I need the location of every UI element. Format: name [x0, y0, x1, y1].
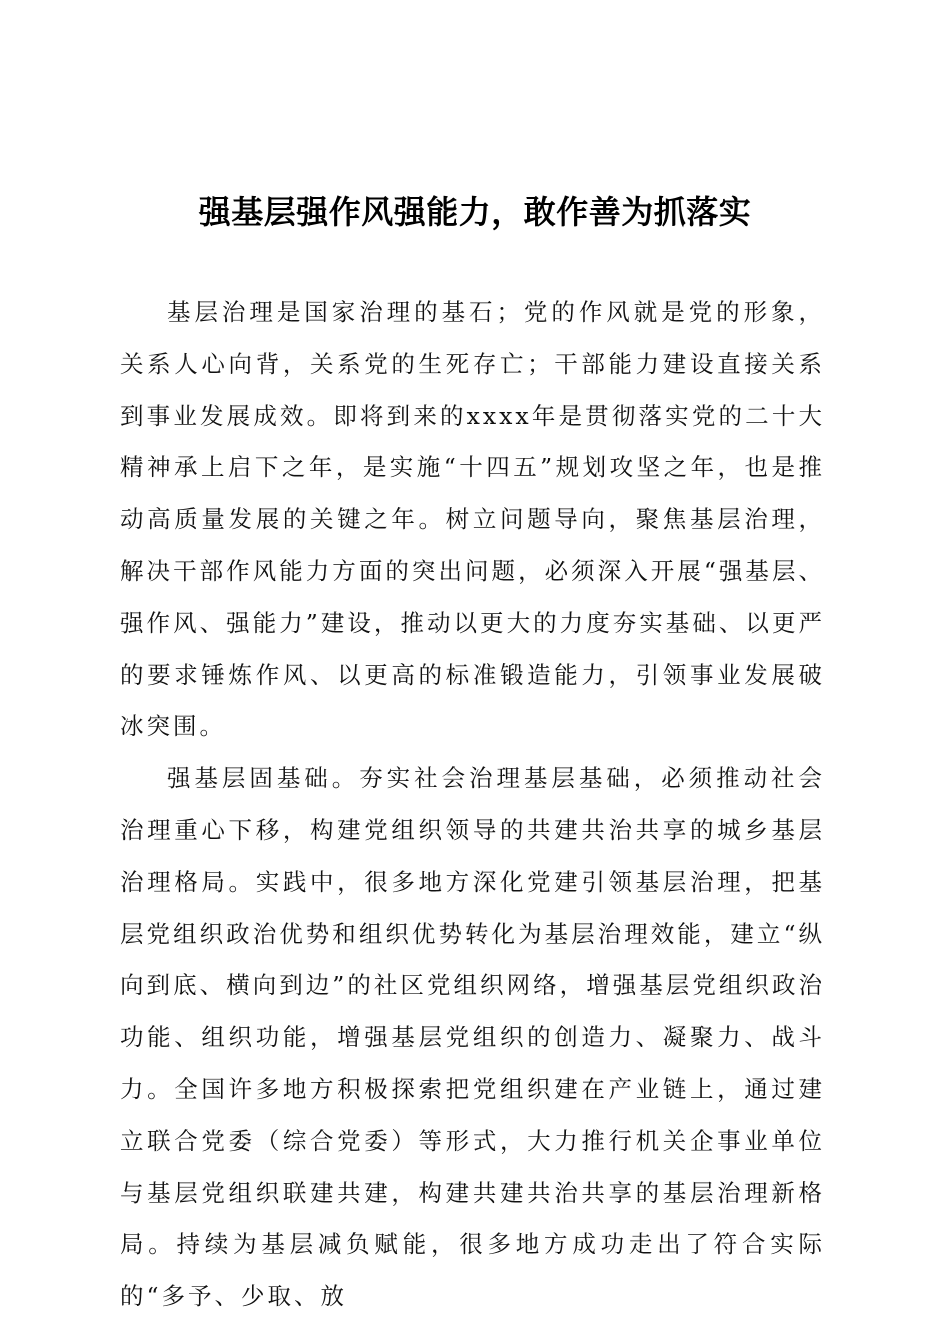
paragraph-strengthen-grassroots: 强基层固基础。夯实社会治理基层基础，必须推动社会治理重心下移，构建党组织领导的共建共治共享的城乡基层治理格局。实践中，很多地方深化党建引领基层治理，把基层党组织政治优势和组织优势转化为基层治理效能，建立“纵向到底、横向到边”的社区党组织网络，增强基层党组织政治功能、组织功能，增强基层党组织的创造力、凝聚力、战斗力。全国许多地方积极探索把党组织建在产业链上，通过建立联合党委（综合党委）等形式，大力推行机关企事业单位与基层党组织联建共建，构建共建共治共享的基层治理新格局。持续为基层减负赋能，很多地方成功走出了符合实际的“多予、少取、放 — [120, 764, 825, 1311]
document-title: 强基层强作风强能力，敢作善为抓落实 — [198, 193, 752, 231]
paragraph-intro: 基层治理是国家治理的基石；党的作风就是党的形象，关系人心向背，关系党的生死存亡；干部能力建设直接关系到事业发展成效。即将到来的xxxx年是贯彻落实党的二十大精神承上启下之年，是实施“十四五”规划攻坚之年，也是推动高质量发展的关键之年。树立问题导向，聚焦基层治理，解决干部作风能力方面的突出问题，必须深入开展“强基层、强作风、强能力”建设，推动以更大的力度夯实基础、以更严的要求锤炼作风、以更高的标准锻造能力，引领事业发展破冰突围。 — [120, 298, 825, 741]
document-body — [120, 287, 825, 1323]
